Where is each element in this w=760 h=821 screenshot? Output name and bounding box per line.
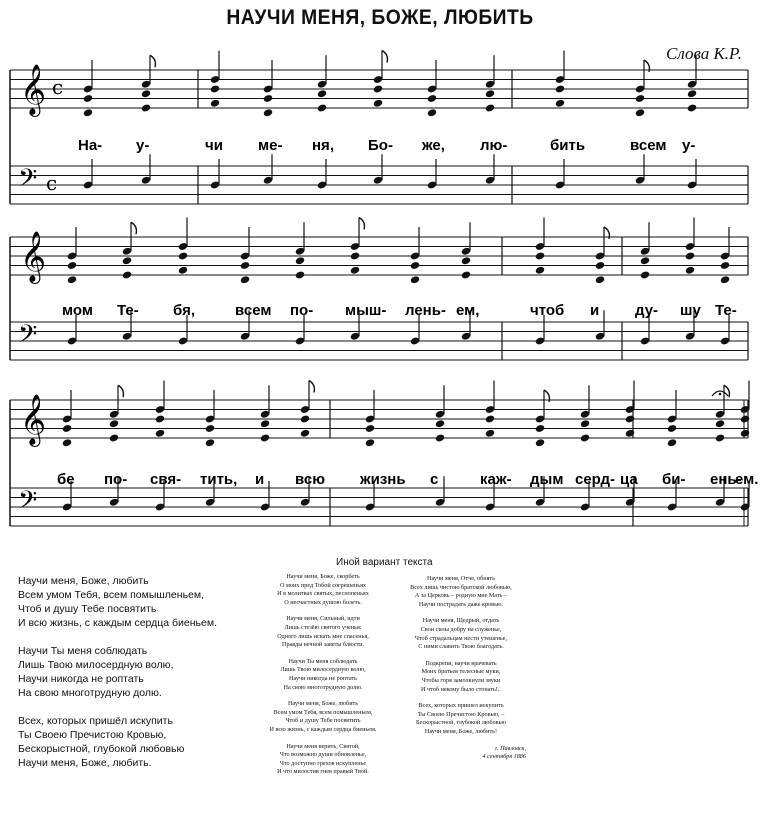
verse-line: Научи Ты меня соблюдать [288,657,358,665]
note-flag [359,218,364,230]
lyric-syllable: же, [422,137,445,154]
notehead [715,419,725,428]
verse-line: А за Церковь – родную мне Мать – [414,592,508,600]
notehead [687,103,697,112]
lyric-syllable: по- [104,471,128,488]
stanza [258,658,388,692]
notehead [625,429,635,438]
notehead [263,94,273,103]
note-flag [150,55,155,67]
notehead [595,275,605,284]
verse-line: Чтоб и душу Тебе посвятить [285,717,361,725]
notehead [535,438,545,447]
notehead [260,433,270,442]
verse-line: На свою многотрудную долю. [18,687,162,699]
lyric-syllable: ме- [258,137,283,154]
lyric-syllable: ня, [312,137,334,154]
lyric-syllable: чтоб [530,302,565,319]
notehead [67,261,77,270]
verse-line: И что милостив гнев правый Твой. [277,768,369,776]
verse-line: Бескорыстной, глубокой любовью [18,743,185,755]
lyricist-credit: Слова К.Р. [666,44,742,63]
notehead [410,275,420,284]
notehead [210,84,220,93]
notehead [141,89,151,98]
notehead [350,266,360,275]
lyric-syllable: бить [550,137,586,154]
notehead [485,103,495,112]
notehead [62,438,72,447]
notehead [260,419,270,428]
lyric-syllable: всю [295,471,325,488]
notehead [667,424,677,433]
notehead [580,433,590,442]
stanza [258,573,388,607]
treble-clef: 𝄞 [20,394,47,445]
stanza [18,644,250,700]
alt-text-column-1 [258,573,388,785]
verse-line: Ты Своею Пречистою Кровью, – [417,710,505,718]
notehead [435,419,445,428]
notehead [555,84,565,93]
note-flag [131,222,136,234]
notehead [535,266,545,275]
notehead [720,275,730,284]
notehead [240,261,250,270]
lyric-syllable: каж- [480,471,512,488]
verse-line: Всех, которых пришёл искупить [18,715,173,727]
lyric-syllable: всем [235,302,272,319]
notehead [300,429,310,438]
verse-line: Научи меня верить, Святой, [286,742,360,750]
note-flag [309,381,314,393]
lyric-syllable: серд- [575,471,615,488]
verse-line: Одного лишь искать мне спасенья, [277,632,369,640]
lyric-syllable: ем, [456,302,480,319]
verse-line: Ты Своею Пречистою Кровью, [18,729,167,741]
notehead [535,251,545,260]
notehead [122,256,132,265]
verse-line: Научи меня, Боже, любить [18,575,149,587]
verse-line: Научи меня, Боже, любить. [18,757,152,769]
lyric-syllable: с [430,471,439,488]
verse-line: Лишь Твою милосердную волю, [280,666,366,674]
bass-clef: 𝄢 [18,164,38,199]
notehead [178,266,188,275]
notehead [715,433,725,442]
bass-clef: 𝄢 [18,486,38,521]
lyric-syllable: бе [57,471,75,488]
notehead [83,108,93,117]
notehead [365,424,375,433]
verse-line: Правды вечной заветы блюсти. [281,641,365,649]
time-signature: c [52,75,64,99]
lyric-syllable: у- [136,137,150,154]
verse-line: Научи меня, Боже, любить! [424,727,498,735]
verse-line: С ними славить Твою благодать. [418,643,504,651]
song-title: НАУЧИ МЕНЯ, БОЖЕ, ЛЮБИТЬ [226,6,534,29]
notehead [667,438,677,447]
verse-line: На свою многотрудную долю. [283,683,363,691]
signature-line: 4 сентября 1886 [482,753,526,761]
verse-line: Научи никогда не роптать [18,673,144,685]
lyric-syllable: мом [62,302,93,319]
notehead [640,256,650,265]
verse-line: Лишь стезёю святого ученья: [284,623,362,631]
notehead [205,424,215,433]
verse-line: Научи меня, Отче, обнять [427,575,495,582]
notehead [685,251,695,260]
lyric-syllable: всем [630,137,667,154]
notehead [640,270,650,279]
notehead [109,419,119,428]
alt-text-column-2 [396,575,526,762]
stanza [18,574,250,630]
notehead [485,429,495,438]
notes [62,51,750,512]
lyric-syllable: жизнь [360,471,406,488]
note-flag [382,51,387,63]
verse-line: Научи Ты меня соблюдать [18,645,148,657]
verse-line: И всю жизнь, с каждым сердца биеньем. [269,725,377,733]
stanza [396,617,526,651]
notehead [109,433,119,442]
notehead [461,270,471,279]
notehead [635,108,645,117]
notehead [427,108,437,117]
lyric-syllable: ца [620,471,638,488]
notehead [155,414,165,423]
verse-line: О несчастных душою болеть. [284,598,362,606]
notehead [687,89,697,98]
notehead [373,99,383,108]
verse-line: Свои силы добру на служенье, [420,625,502,633]
verse-line: Научи пострадать даже кровью. [418,600,504,608]
stanza [396,575,526,609]
lyric-syllable: лю- [480,137,508,154]
notehead [373,84,383,93]
notehead [435,433,445,442]
lyric-syllable: мыш- [345,302,387,319]
verse-line: Всех, которых пришел искупить [418,702,504,710]
notehead [461,256,471,265]
verse-line: И чтоб некому было стонать!.. [421,685,501,693]
notehead [178,251,188,260]
verse-line: Что возможно души обновленье, [279,751,367,759]
notehead [67,275,77,284]
notehead [365,438,375,447]
notehead [485,414,495,423]
time-signature: c [46,171,58,195]
notehead [240,275,250,284]
lyric-syllable: и [255,471,265,488]
notehead [535,424,545,433]
lyric-syllable: На- [78,137,103,154]
lyric-syllable: би- [662,471,686,488]
verse-line: Научи меня, Боже, скорбеть [286,573,360,580]
notehead [210,99,220,108]
verse-line: Моих братьев телесные муки, [421,668,501,676]
lyric-syllable: свя- [150,471,182,488]
clefs [18,64,63,521]
verse-line: Лишь Твою милосердную волю, [18,659,174,671]
notehead [62,424,72,433]
notehead [580,419,590,428]
stanza [396,702,526,736]
lyric-syllable: по- [290,302,314,319]
lyric-syllable: Бо- [368,137,393,154]
lyric-syllable: и [590,302,600,319]
verse-line: Научи меня, Щедрый, отдать [422,617,500,625]
lyric-syllable: чи [205,137,223,154]
lyric-syllable: ду- [635,302,659,319]
lyric-syllable: тить, [200,471,238,488]
notehead [295,270,305,279]
verse-line: Научи никогда не роптать [288,674,358,682]
notehead [205,438,215,447]
notehead [720,261,730,270]
notehead [83,94,93,103]
notehead [595,261,605,270]
note-flag [118,385,123,397]
verse-line: Научи меня, Сильный, идти [286,615,360,623]
notehead [122,270,132,279]
notehead [410,261,420,270]
notehead [350,251,360,260]
verse-line: И в молитвах святых, песнопеньях [277,590,369,598]
verse-line: Что доступно грехов искупленье [279,759,367,767]
signature-line: г. Павловск, [494,744,526,752]
stanza [258,743,388,777]
lyric-syllable: дым [530,471,564,488]
stanza [18,714,250,770]
lyric-syllable: бя, [173,302,195,319]
stanza [258,700,388,734]
lyric-syllable: ем. [735,471,759,488]
notehead [485,89,495,98]
notehead [740,429,750,438]
verse-line: Всем умом Тебя, всем помышленьем, [273,708,373,716]
notehead [427,94,437,103]
notehead [685,266,695,275]
stanza [258,615,388,649]
stanza [396,660,526,694]
fermata-dot [719,393,722,396]
verse-line: Научи меня, Боже, любить [287,700,359,708]
main-text-column [18,574,250,784]
lyric-syllable: Те- [715,302,737,319]
verse-line: И всю жизнь, с каждым сердца биеньем. [18,617,217,629]
notehead [295,256,305,265]
notehead [263,108,273,117]
notehead [141,103,151,112]
treble-clef: 𝄞 [20,64,47,115]
notehead [317,89,327,98]
notehead [635,94,645,103]
notehead [555,99,565,108]
verse-line: О моих пред Тобой согрешеньях [279,581,367,589]
verse-line: Чтобы горя замолкнули звуки [421,676,501,684]
notehead [300,414,310,423]
bass-clef: 𝄢 [18,320,38,355]
alt-text-heading: Иной вариант текста [336,557,433,568]
notehead [155,429,165,438]
verse-line: Чтоб страдальцам нести утешенье, [414,634,508,642]
verse-line: Всех лишь чистою братской любовью, [410,583,512,591]
lyric-syllable: лень- [405,302,446,319]
verse-line: Бескорыстной, глубокой любовью [415,719,507,727]
lyric-syllable: шу [680,302,701,319]
notehead [317,103,327,112]
verse-line: Подкрепи, научи врачевать [425,659,497,667]
lyric-syllable: у- [682,137,696,154]
lyric-syllable: Те- [117,302,139,319]
notehead [625,414,635,423]
notehead [740,414,750,423]
verse-line: Чтоб и душу Тебе посвятить [18,603,157,615]
lyric-syllable: ень- [710,471,742,488]
verse-line: Всем умом Тебя, всем помышленьем, [18,589,205,601]
treble-clef: 𝄞 [20,231,47,282]
